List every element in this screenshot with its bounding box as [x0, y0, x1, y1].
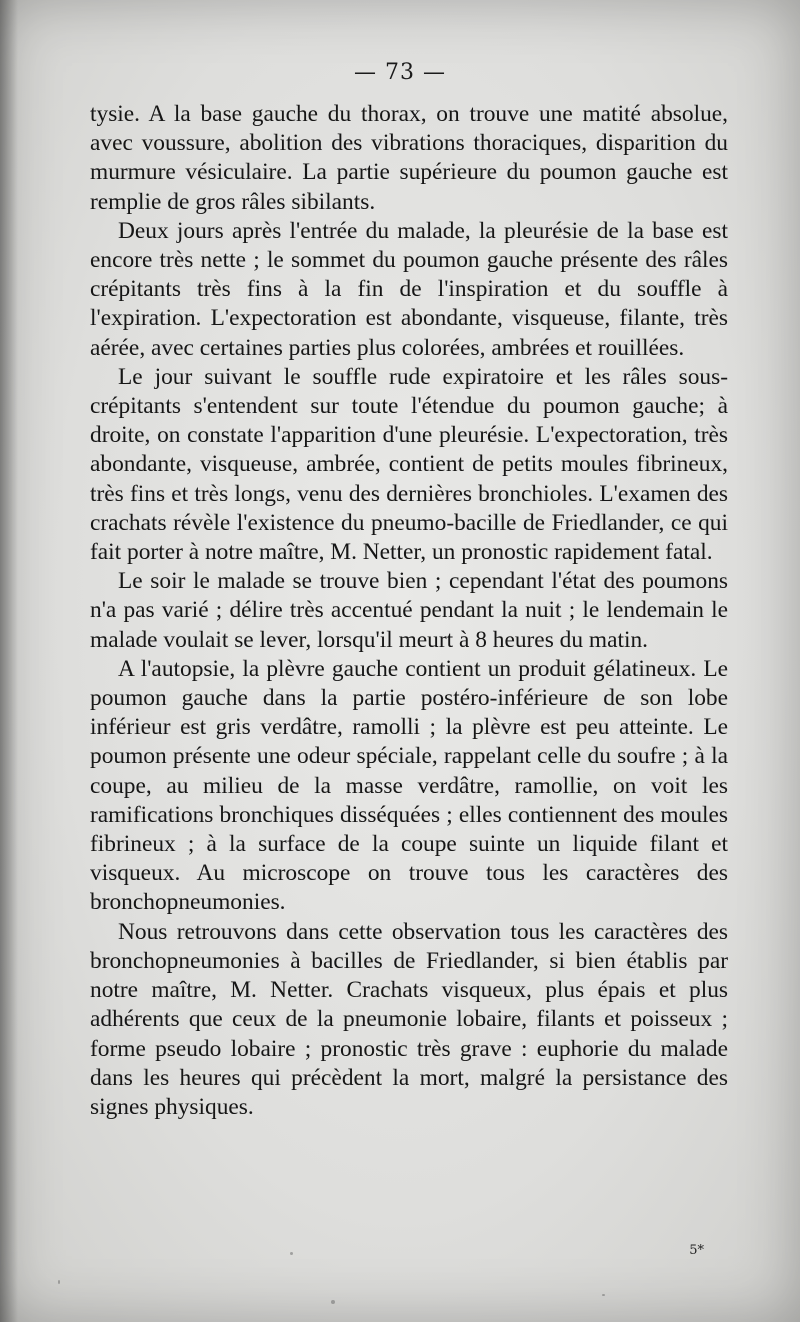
paragraph-3: Le jour suivant le souffle rude expiratoire et les râles sous-crépitants s'entendent sur toute l'étendue du poumon gauche; à droite, on constate l'apparition d'une pleurésie. L'expectoration, très abondante, visqueuse, ambrée, contient de petits moules fibrineux, très fins et très longs, venu des dernières bronchioles. L'examen des crachats révèle l'existence du pneumo-bacille de Friedlander, ce qui fait porter à notre maître, M. Netter, un pronostic rapidement fatal. [90, 363, 728, 566]
signature-mark: 5* [689, 1243, 704, 1258]
paper-speck [602, 1294, 605, 1296]
page-number: — 73 — [354, 60, 446, 85]
paragraph-4: Le soir le malade se trouve bien ; cependant l'état des poumons n'a pas varié ; délire très accentué pendant la nuit ; le lendemain le malade voulait se lever, lorsqu'il meurt à 8 heures du matin. [90, 568, 728, 653]
paper-speck [58, 1280, 60, 1284]
page-body [90, 100, 728, 1122]
paper-speck [331, 1300, 335, 1304]
paragraph-1: tysie. A la base gauche du thorax, on trouve une matité absolue, avec voussure, abolition des vibrations thoraciques, disparition du murmure vésiculaire. La partie supérieure du poumon gauche est remplie de gros râles sibilants. [90, 101, 728, 215]
paragraph-6: Nous retrouvons dans cette observation tous les caractères des bronchopneumonies à bacilles de Friedlander, si bien établis par notre maître, M. Netter. Crachats visqueux, plus épais et plus adhérents que ceux de la pneumonie lobaire, filants et poisseux ; forme pseudo lobaire ; pronostic très grave : euphorie du malade dans les heures qui précèdent la mort, malgré la persistance des signes physiques. [90, 918, 728, 1120]
paragraph-2: Deux jours après l'entrée du malade, la pleurésie de la base est encore très nette ; le sommet du poumon gauche présente des râles crépitants très fins à la fin de l'inspiration et du souffle à l'expiration. L'expectoration est abondante, visqueuse, filante, très aérée, avec certaines parties plus colorées, ambrées et rouillées. [90, 217, 728, 361]
paragraph-5: A l'autopsie, la plèvre gauche contient un produit gélatineux. Le poumon gauche dans la partie postéro-inférieure de son lobe inférieur est gris verdâtre, ramolli ; la plèvre est peu atteinte. Le poumon présente une odeur spéciale, rappelant celle du soufre ; à la coupe, au milieu de la masse verdâtre, ramollie, on voit les ramifications bronchiques disséquées ; elles contiennent des moules fibrineux ; à la surface de la coupe suinte un liquide filant et visqueux. Au microscope on trouve tous les caractères des bronchopneumonies. [90, 655, 728, 916]
paper-speck [290, 1252, 293, 1255]
page-edge-shadow [0, 0, 18, 1322]
